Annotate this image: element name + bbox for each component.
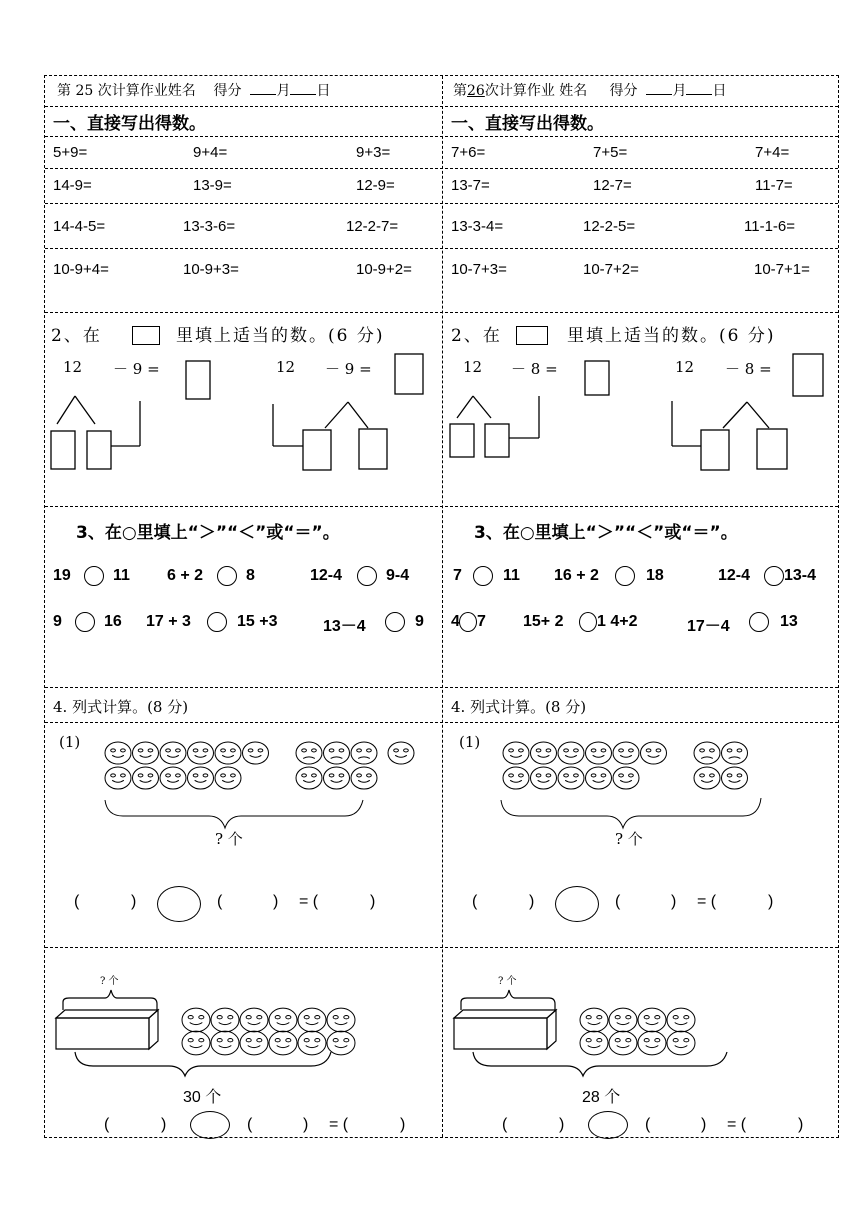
paren-close: ) <box>400 1116 406 1133</box>
header-name-label: 次计算作业姓名 <box>93 83 196 99</box>
smiley-face-icon <box>188 742 214 764</box>
header-name-label: 次计算作业 姓名 <box>484 83 588 99</box>
smiley-face-icon <box>269 1031 297 1055</box>
compare-value: 12-4 <box>310 567 343 584</box>
paren-close: ) <box>273 893 279 910</box>
operator: － 9 = <box>113 360 160 378</box>
smiley-face-icon <box>580 1008 608 1032</box>
question-label: ? 个 <box>615 830 643 848</box>
paren-open: ( <box>615 893 621 910</box>
smiley-face-icon <box>609 1031 637 1055</box>
sad-face-icon <box>722 742 748 764</box>
equation: 13-9= <box>193 177 232 194</box>
section3-title: 3、在○里填上“＞”“＜”或“＝”。 <box>474 523 738 543</box>
smiley-face-icon <box>211 1008 239 1032</box>
smiley-face-icon <box>667 1008 695 1032</box>
compare-value: 15+ 2 <box>523 613 564 630</box>
equation: 11-1-6= <box>744 218 796 235</box>
compare-value: 1 4+2 <box>597 613 638 630</box>
compare-value: 15 +3 <box>237 613 278 630</box>
equation: 12-2-5= <box>583 218 636 235</box>
equation: 10-9+4= <box>53 261 109 278</box>
paren-open: ( <box>502 1116 508 1133</box>
smiley-face-icon <box>503 742 529 764</box>
smiley-face-icon <box>327 1031 355 1055</box>
compare-value: 18 <box>646 567 664 584</box>
smiley-face-icon <box>324 767 350 789</box>
question-label: ? 个 <box>498 976 517 987</box>
smiley-face-icon <box>388 742 414 764</box>
smiley-face-icon <box>586 767 612 789</box>
section2-prefix: 2、在 <box>451 326 502 346</box>
smiley-face-icon <box>327 1008 355 1032</box>
smiley-face-icon <box>243 742 269 764</box>
month-label: 月 <box>276 83 291 99</box>
compare-value: 13-4 <box>784 567 817 584</box>
section4-title: 4. 列式计算。(8 分) <box>53 698 189 716</box>
equation: 12-2-7= <box>346 218 399 235</box>
paren-close: ) <box>701 1116 707 1133</box>
smiley-face-icon <box>296 767 322 789</box>
paren-close: ) <box>768 893 774 910</box>
equals-paren: = ( <box>299 893 319 910</box>
score-label: 得分 <box>213 83 242 99</box>
operator: － 8 = <box>511 360 558 378</box>
paren-close: ) <box>131 893 137 910</box>
compare-value: 8 <box>246 567 255 584</box>
compare-value: 7 <box>477 613 486 630</box>
equation: 7+4= <box>755 144 790 161</box>
equals-paren: = ( <box>329 1116 349 1133</box>
paren-open: ( <box>645 1116 651 1133</box>
equation: 10-9+2= <box>356 261 412 278</box>
compare-value: 19 <box>53 567 71 584</box>
equation: 11-7= <box>755 177 793 194</box>
paren-open: ( <box>472 893 478 910</box>
paren-close: ) <box>161 1116 167 1133</box>
month-label: 月 <box>672 83 687 99</box>
compare-value: 11 <box>503 567 520 584</box>
minuend: 12 <box>63 358 83 376</box>
paren-open: ( <box>247 1116 253 1133</box>
section2-instruction: 里填上适当的数。(6 分) <box>176 326 385 346</box>
minuend: 12 <box>276 358 296 376</box>
smiley-face-icon <box>722 767 748 789</box>
compare-value: 16 <box>104 613 122 630</box>
minuend: 12 <box>675 358 695 376</box>
paren-open: ( <box>217 893 223 910</box>
equals-paren: = ( <box>727 1116 747 1133</box>
smiley-face-icon <box>694 767 720 789</box>
smiley-face-icon <box>269 1008 297 1032</box>
smiley-face-icon <box>531 742 557 764</box>
equation: 14-9= <box>53 177 92 194</box>
minuend: 12 <box>463 358 483 376</box>
smiley-face-icon <box>105 742 131 764</box>
equation: 14-4-5= <box>53 218 106 235</box>
question-label: ? 个 <box>100 976 119 987</box>
section2-instruction: 里填上适当的数。(6 分) <box>567 326 776 346</box>
equation: 7+5= <box>593 144 628 161</box>
section2-prefix: 2、在 <box>51 326 102 346</box>
paren-open: ( <box>104 1116 110 1133</box>
compare-value: 9 <box>415 613 424 630</box>
smiley-face-icon <box>182 1031 210 1055</box>
equation: 12-9= <box>356 177 395 194</box>
smiley-face-icon <box>609 1008 637 1032</box>
smiley-face-icon <box>558 767 584 789</box>
smiley-face-icon <box>240 1031 268 1055</box>
compare-value: 7 <box>453 567 462 584</box>
smiley-face-icon <box>638 1008 666 1032</box>
smiley-face-icon <box>531 767 557 789</box>
paren-open: ( <box>74 893 80 910</box>
sad-face-icon <box>296 742 322 764</box>
equation: 9+4= <box>193 144 228 161</box>
smiley-face-icon <box>215 767 241 789</box>
smiley-face-icon <box>105 767 131 789</box>
total-label: 28 个 <box>582 1089 621 1106</box>
part-label: (1) <box>59 733 81 751</box>
paren-close: ) <box>559 1116 565 1133</box>
section1-title: 一、直接写出得数。 <box>451 114 604 134</box>
smiley-face-icon <box>240 1008 268 1032</box>
day-label: 日 <box>712 83 727 99</box>
smiley-face-icon <box>638 1031 666 1055</box>
day-label: 日 <box>316 83 331 99</box>
equation: 13-3-6= <box>183 218 236 235</box>
section4-title: 4. 列式计算。(8 分) <box>451 698 587 716</box>
section1-title: 一、直接写出得数。 <box>53 114 206 134</box>
smiley-face-icon <box>613 742 639 764</box>
compare-value: 6 + 2 <box>167 567 204 584</box>
smiley-face-icon <box>182 1008 210 1032</box>
worksheet <box>44 75 839 1138</box>
header-prefix: 第 <box>453 83 467 99</box>
compare-value: 4 <box>451 613 460 630</box>
smiley-face-icon <box>298 1008 326 1032</box>
sad-face-icon <box>694 742 720 764</box>
sad-face-icon <box>324 742 350 764</box>
smiley-face-icon <box>211 1031 239 1055</box>
compare-value: 17－4 <box>687 618 730 635</box>
smiley-face-icon <box>613 767 639 789</box>
equation: 12-7= <box>593 177 632 194</box>
header-number: 25 <box>75 83 94 99</box>
equation: 13-7= <box>451 177 490 194</box>
paren-close: ) <box>370 893 376 910</box>
smiley-face-icon <box>580 1031 608 1055</box>
paren-close: ) <box>303 1116 309 1133</box>
compare-value: 9 <box>53 613 62 630</box>
part-label: (1) <box>459 733 481 751</box>
header-number: 26 <box>467 83 485 99</box>
score-label: 得分 <box>609 83 638 99</box>
compare-value: 9-4 <box>386 567 410 584</box>
smiley-face-icon <box>667 1031 695 1055</box>
smiley-face-icon <box>133 742 159 764</box>
smiley-face-icon <box>188 767 214 789</box>
equation: 5+9= <box>53 144 88 161</box>
equation: 10-7+3= <box>451 261 507 278</box>
equation: 10-7+2= <box>583 261 639 278</box>
compare-value: 17 + 3 <box>146 613 191 630</box>
smiley-face-icon <box>641 742 667 764</box>
smiley-face-icon <box>351 767 377 789</box>
paren-close: ) <box>529 893 535 910</box>
total-label: 30 个 <box>183 1089 222 1106</box>
compare-value: 11 <box>113 567 130 584</box>
equation: 10-9+3= <box>183 261 239 278</box>
compare-value: 13 <box>780 613 798 630</box>
smiley-face-icon <box>160 742 186 764</box>
question-label: ? 个 <box>215 830 243 848</box>
header-prefix: 第 <box>57 83 71 99</box>
smiley-face-icon <box>160 767 186 789</box>
compare-value: 13－4 <box>323 618 366 635</box>
smiley-face-icon <box>133 767 159 789</box>
operator: － 9 = <box>325 360 372 378</box>
smiley-face-icon <box>298 1031 326 1055</box>
smiley-face-icon <box>503 767 529 789</box>
paren-close: ) <box>798 1116 804 1133</box>
compare-value: 12-4 <box>718 567 751 584</box>
smiley-face-icon <box>586 742 612 764</box>
smiley-faces <box>45 76 840 1139</box>
compare-value: 16 + 2 <box>554 567 599 584</box>
equals-paren: = ( <box>697 893 717 910</box>
equation: 7+6= <box>451 144 486 161</box>
sad-face-icon <box>351 742 377 764</box>
smiley-face-icon <box>215 742 241 764</box>
equation: 13-3-4= <box>451 218 504 235</box>
equation: 9+3= <box>356 144 391 161</box>
smiley-face-icon <box>558 742 584 764</box>
operator: － 8 = <box>725 360 772 378</box>
equation: 10-7+1= <box>754 261 810 278</box>
section3-title: 3、在○里填上“＞”“＜”或“＝”。 <box>76 523 340 543</box>
paren-close: ) <box>671 893 677 910</box>
